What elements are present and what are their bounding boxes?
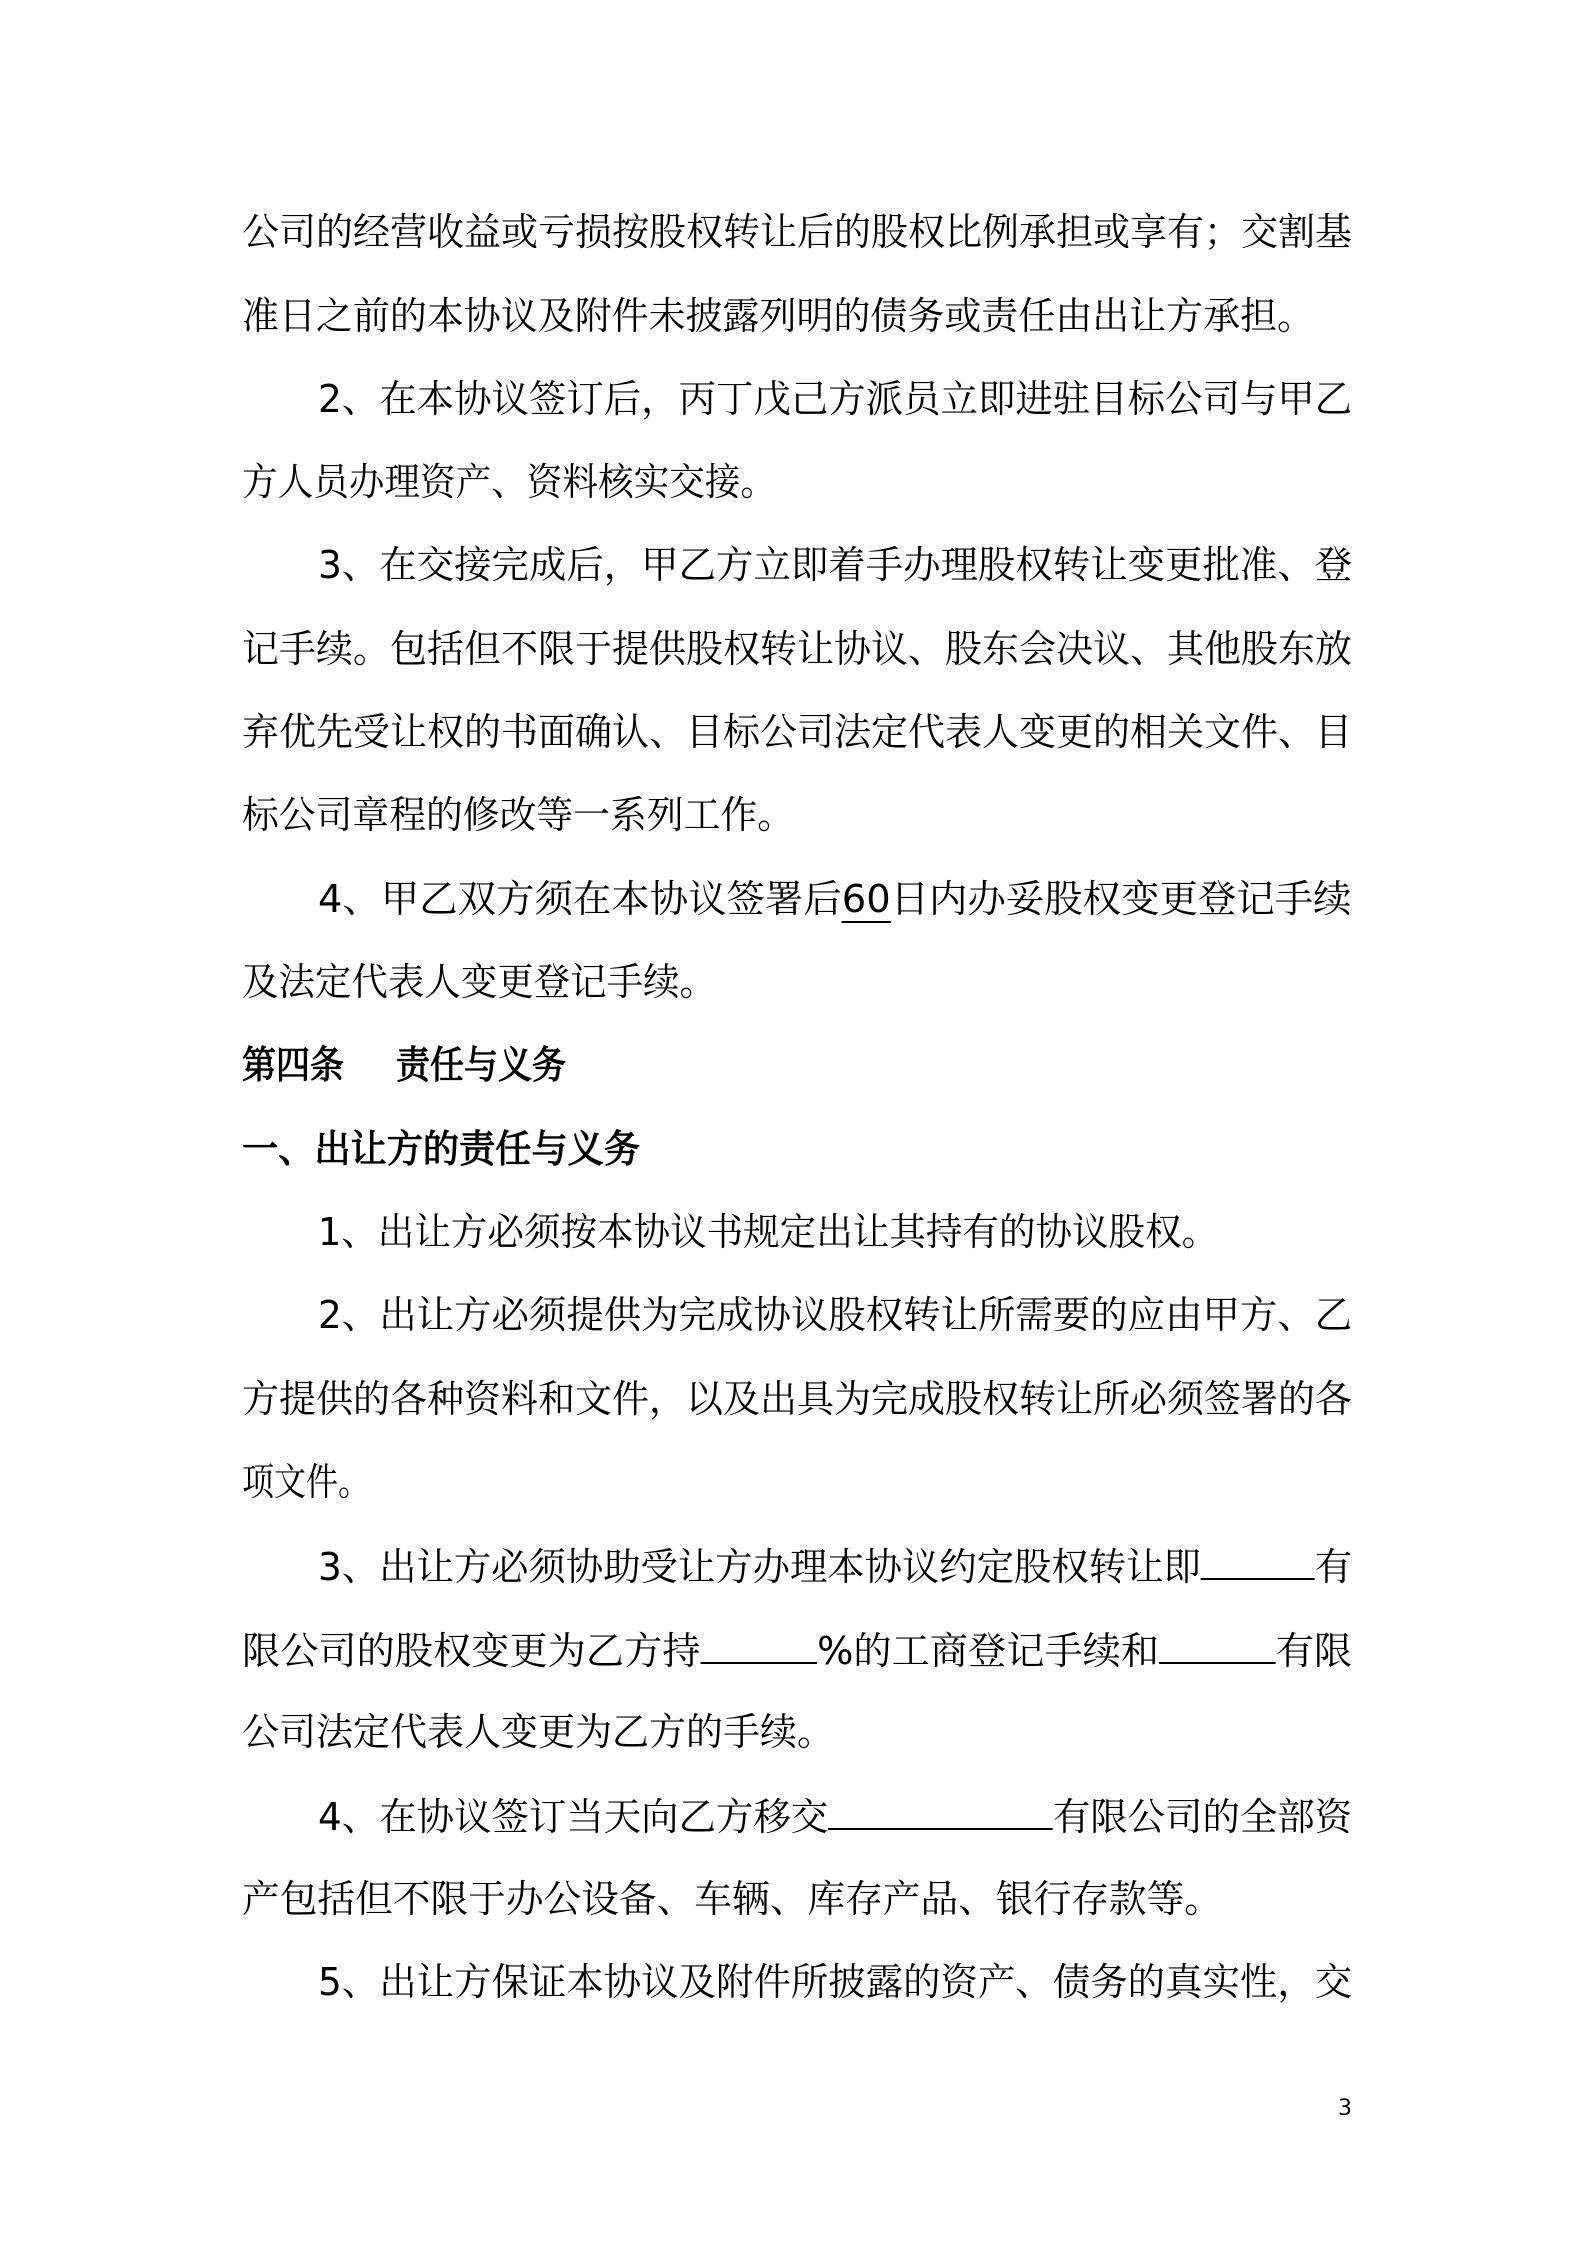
body-line: 产包括但不限于办公设备、车辆、库存产品、银行存款等。	[242, 1877, 1223, 1921]
line-segment: 限公司的股权变更为乙方持	[242, 1629, 701, 1673]
days-number: 60	[841, 877, 891, 921]
body-line: 标公司章程的修改等一系列工作。	[242, 793, 795, 837]
body-line: 1、出让方必须按本协议书规定出让其持有的协议股权。	[318, 1210, 1219, 1254]
body-line: 记手续。包括但不限于提供股权转让协议、股东会决议、其他股东放	[242, 627, 1353, 671]
line-segment: 4、甲乙双方须在本协议签署后	[318, 877, 842, 921]
fill-in-blank	[1159, 1624, 1276, 1664]
body-line-with-blank	[318, 1790, 1352, 1840]
body-line: 方提供的各种资料和文件，以及出具为完成股权转让所必须签署的各	[242, 1377, 1353, 1421]
article-title: 责任与义务	[395, 1043, 567, 1087]
fill-in-blank	[1201, 1540, 1315, 1580]
body-line: 3、在交接完成后，甲乙方立即着手办理股权转让变更批准、登	[318, 543, 1353, 587]
fill-in-blank	[700, 1624, 817, 1664]
body-line: 及法定代表人变更登记手续。	[242, 960, 717, 1004]
body-line-with-days	[318, 874, 1352, 924]
line-segment: 有限	[1275, 1629, 1353, 1673]
body-line-with-blank	[242, 1624, 1352, 1674]
line-segment: 日内办妥股权变更登记手续	[890, 877, 1352, 921]
line-segment: %的工商登记手续和	[817, 1629, 1160, 1673]
body-line: 项文件。	[242, 1460, 371, 1504]
body-line-with-blank	[318, 1540, 1352, 1590]
body-line: 2、出让方必须提供为完成协议股权转让所需要的应由甲方、乙	[318, 1293, 1353, 1337]
body-line: 弃优先受让权的书面确认、目标公司法定代表人变更的相关文件、目	[242, 710, 1353, 754]
article-heading	[242, 1040, 566, 1090]
body-line: 公司的经营收益或亏损按股权转让后的股权比例承担或享有；交割基	[242, 210, 1353, 254]
article-number: 第四条	[242, 1043, 345, 1087]
line-segment: 有限公司的全部资	[1052, 1795, 1353, 1839]
body-line: 方人员办理资产、资料核实交接。	[242, 460, 777, 504]
fill-in-blank	[828, 1790, 1053, 1830]
body-line: 5、出让方保证本协议及附件所披露的资产、债务的真实性，交	[318, 1960, 1353, 2004]
line-segment: 3、出让方必须协助受让方办理本协议约定股权转让即	[318, 1545, 1201, 1589]
body-line: 2、在本协议签订后，丙丁戊己方派员立即进驻目标公司与甲乙	[318, 377, 1353, 421]
section-heading: 一、出让方的责任与义务	[242, 1127, 641, 1171]
body-line: 公司法定代表人变更为乙方的手续。	[242, 1710, 835, 1754]
line-segment: 有	[1314, 1545, 1353, 1589]
body-line: 准日之前的本协议及附件未披露列明的债务或责任由出让方承担。	[242, 294, 1315, 338]
line-segment: 4、在协议签订当天向乙方移交	[318, 1795, 829, 1839]
page-number: 3	[1338, 2096, 1352, 2121]
